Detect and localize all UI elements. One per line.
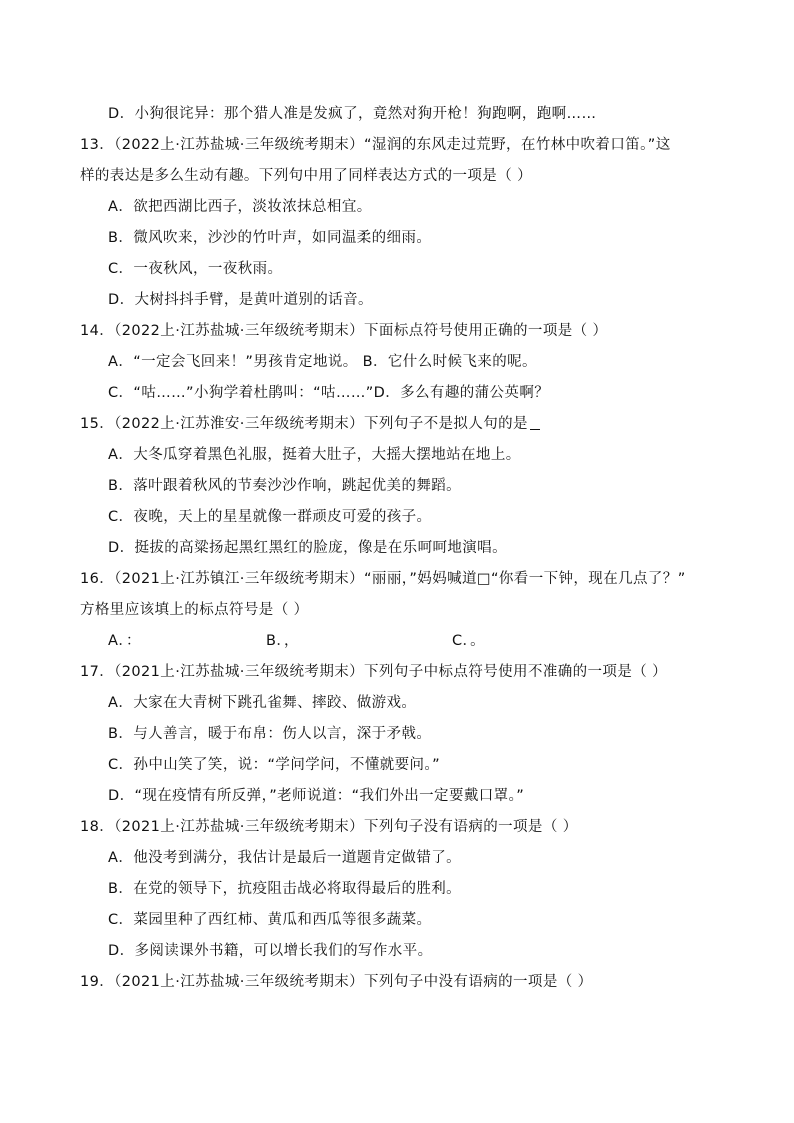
q18-option-d: D．多阅读课外书籍，可以增长我们的写作水平。 [108, 943, 433, 959]
q16-option-b: B．， [266, 633, 299, 649]
q13-option-d: D．大树抖抖手臂，是黄叶道别的话音。 [108, 292, 373, 308]
q15-option-b: B．落叶跟着秋风的节奏沙沙作响，跳起优美的舞蹈。 [108, 478, 462, 494]
q15-stem [80, 414, 540, 434]
q17-stem: 17．（2021上·江苏盐城·三年级统考期末）下列句子中标点符号使用不准确的一项是（ ） [80, 664, 668, 680]
q13-stem: 13．（2022上·江苏盐城·三年级统考期末）“湿润的东风走过荒野，在竹林中吹着口笛。”这 [80, 137, 671, 153]
q16-option-c: C．。 [452, 633, 486, 649]
q16-stem-continued: 方格里应该填上的标点符号是（ ） [80, 602, 309, 618]
q15-option-c: C．夜晚，天上的星星就像一群顽皮可爱的孩子。 [108, 509, 432, 525]
q19-stem: 19．（2021上·江苏盐城·三年级统考期末）下列句子中没有语病的一项是（ ） [80, 974, 593, 990]
q13-option-a: A．欲把西湖比西子，淡妆浓抹总相宜。 [108, 199, 372, 215]
q13-stem-continued: 样的表达是多么生动有趣。下列句中用了同样表达方式的一项是（ ） [80, 168, 533, 184]
q17-option-c: C．孙中山笑了笑，说：“学问学问，不懂就要问。” [108, 757, 440, 773]
q17-option-d: D．“现在疫情有所反弹，”老师说道：“我们外出一定要戴口罩。” [108, 788, 525, 804]
q15-option-a: A．大冬瓜穿着黑色礼服，挺着大肚子，大摇大摆地站在地上。 [108, 447, 521, 463]
answer-blank [530, 415, 540, 430]
q18-option-c: C．菜园里种了西红柿、黄瓜和西瓜等很多蔬菜。 [108, 912, 432, 928]
q14-options-ab: A．“一定会飞回来！”男孩肯定地说。 B．它什么时候飞来的呢。 [108, 354, 537, 370]
q18-option-b: B．在党的领导下，抗疫阻击战必将取得最后的胜利。 [108, 881, 462, 897]
q17-option-a: A．大家在大青树下跳孔雀舞、摔跤、做游戏。 [108, 695, 417, 711]
q16-stem: 16．（2021上·江苏镇江·三年级统考期末）“丽丽，”妈妈喊道□“你看一下钟，现在几点了？” [80, 571, 686, 587]
q12-option-d: D．小狗很诧异：那个猎人准是发疯了，竟然对狗开枪！狗跑啊，跑啊…… [108, 106, 597, 122]
q18-option-a: A．他没考到满分，我估计是最后一道题肯定做错了。 [108, 850, 462, 866]
q16-option-a: A．： [108, 633, 141, 649]
q15-stem-text: 15．（2022上·江苏淮安·三年级统考期末）下列句子不是拟人句的是 [80, 416, 528, 432]
q14-options-cd: C．“咕……”小狗学着杜鹃叫：“咕……”D．多么有趣的蒲公英啊？ [108, 385, 550, 401]
q15-option-d: D．挺拔的高粱扬起黑红黑红的脸庞，像是在乐呵呵地演唱。 [108, 540, 507, 556]
q14-stem: 14．（2022上·江苏盐城·三年级统考期末）下面标点符号使用正确的一项是（ ） [80, 323, 608, 339]
q13-option-c: C．一夜秋风，一夜秋雨。 [108, 261, 283, 277]
q18-stem: 18．（2021上·江苏盐城·三年级统考期末）下列句子没有语病的一项是（ ） [80, 819, 578, 835]
q13-option-b: B．微风吹来，沙沙的竹叶声，如同温柔的细雨。 [108, 230, 432, 246]
q17-option-b: B．与人善言，暖于布帛：伤人以言，深于矛戟。 [108, 726, 432, 742]
